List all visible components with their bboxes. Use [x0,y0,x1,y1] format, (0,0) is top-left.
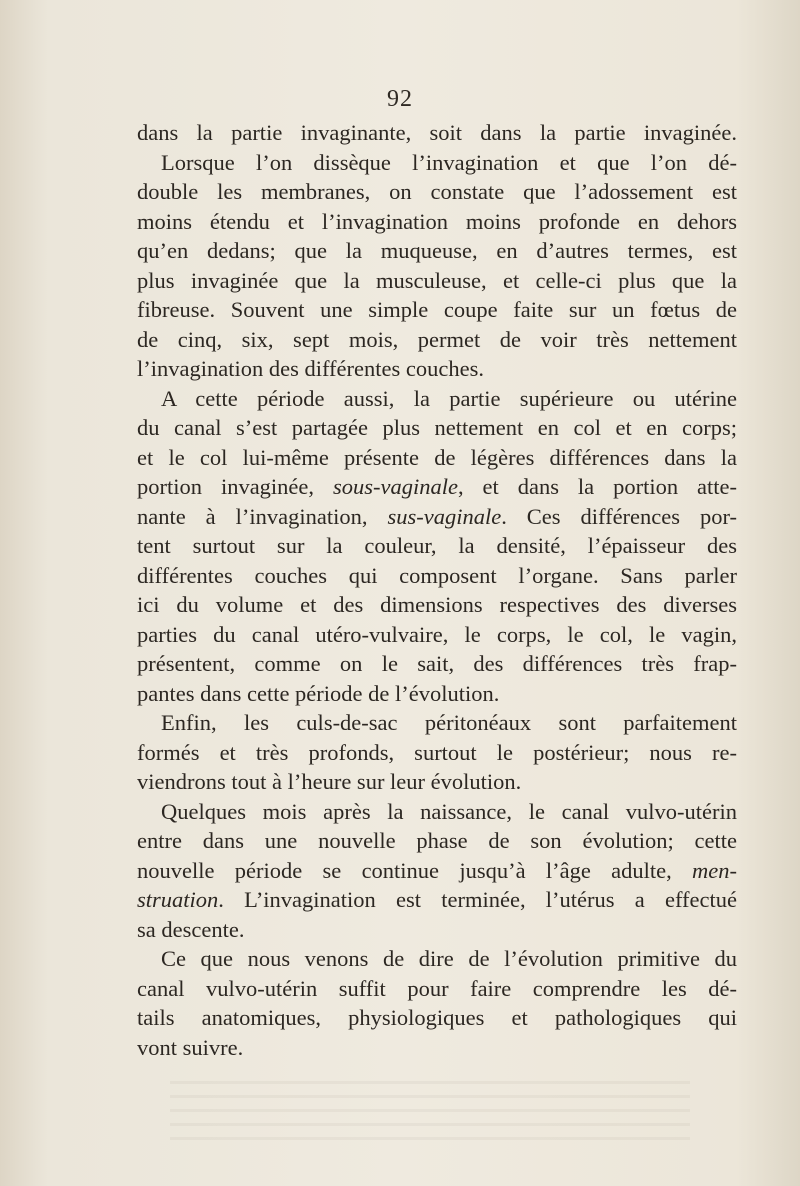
text-segment: A cette période aussi, la partie supérieure ou utérine [161,385,737,411]
text-segment: nouvelle période se continue jusqu’à l’âge adulte, [137,857,693,883]
text-line [137,295,737,325]
text-segment: différentes couches qui composent l’organe. Sans parler [137,562,737,588]
text-line [137,325,737,355]
text-segment: qu’en dedans; que la muqueuse, en d’autres termes, est [137,238,737,263]
text-segment: fibreuse. Souvent une simple coupe faite sur un fœtus de [137,297,737,322]
text-line [137,236,737,266]
text-line [137,502,737,532]
text-line [137,649,737,679]
text-line [137,443,737,473]
text-segment: plus invaginée que la musculeuse, et celle-ci plus que la [137,267,737,293]
text-segment: entre dans une nouvelle phase de son évolution; cette [137,828,737,853]
text-line [137,797,737,827]
text-line [137,738,737,768]
italic-term: men- [692,857,737,883]
text-line [137,856,737,886]
italic-term: sous-vaginale [332,474,458,499]
text-segment: . Ces différences por- [501,503,738,529]
text-line [137,531,737,561]
text-segment: tent surtout sur la couleur, la densité, l’épaisseur des [137,533,737,558]
text-segment: vont suivre. [137,1034,244,1060]
text-segment: sa descente. [137,916,245,942]
text-segment: ici du volume et des dimensions respectives des diverses [137,592,737,617]
text-segment: dans la partie invaginante, soit dans la partie invaginée. [137,120,737,145]
text-line [137,207,737,237]
text-line [137,708,737,738]
text-line [137,1033,737,1063]
text-line [137,118,737,148]
text-line [137,561,737,591]
page-number: 92 [387,86,413,112]
text-segment: et le col lui-même présente de légères différences dans la [137,444,737,470]
text-segment: présentent, comme on le sait, des différences très frap- [137,651,737,676]
text-segment: Enfin, les culs-de-sac péritonéaux sont parfaitement [161,710,737,735]
text-segment: l’invagination des différentes couches. [137,356,484,381]
text-line [137,354,737,384]
show-through-texture [170,1080,690,1140]
text-line [137,148,737,178]
text-line [137,885,737,915]
text-segment: Ce que nous venons de dire de l’évolution primitive du [161,946,737,971]
text-segment: du canal s’est partagée plus nettement en col et en corps; [137,415,737,440]
italic-term: sus-vaginale [387,503,502,529]
text-line [137,413,737,443]
text-segment: de cinq, six, sept mois, permet de voir très nettement [137,326,737,352]
italic-term: struation [137,887,219,912]
text-segment: . L’invagination est terminée, l’utérus a effectué [218,887,737,912]
text-segment: double les membranes, on constate que l’adossement est [137,179,737,204]
text-segment: moins étendu et l’invagination moins profonde en dehors [137,208,737,234]
text-line [137,384,737,414]
text-line [137,915,737,945]
text-segment: tails anatomiques, physiologiques et pathologiques qui [137,1005,737,1030]
text-segment: formés et très profonds, surtout le postérieur; nous re- [137,739,737,765]
text-segment: nante à l’invagination, [137,503,388,529]
text-segment: portion invaginée, [137,474,333,499]
body-text [137,118,737,1062]
text-segment: Lorsque l’on dissèque l’invagination et que l’on dé- [161,149,737,175]
text-segment: canal vulvo-utérin suffit pour faire comprendre les dé- [137,975,737,1001]
text-segment: Quelques mois après la naissance, le canal vulvo-utérin [161,798,737,824]
text-segment: parties du canal utéro-vulvaire, le corps, le col, le vagin, [137,621,737,647]
text-line [137,1003,737,1033]
text-line [137,590,737,620]
text-line [137,826,737,856]
text-line [137,944,737,974]
text-line [137,472,737,502]
text-line [137,679,737,709]
text-line [137,767,737,797]
text-line [137,974,737,1004]
text-segment: , et dans la portion atte- [457,474,737,499]
text-line [137,177,737,207]
text-line [137,620,737,650]
text-line [137,266,737,296]
text-segment: viendrons tout à l’heure sur leur évolution. [137,769,522,794]
text-segment: pantes dans cette période de l’évolution. [137,680,500,706]
